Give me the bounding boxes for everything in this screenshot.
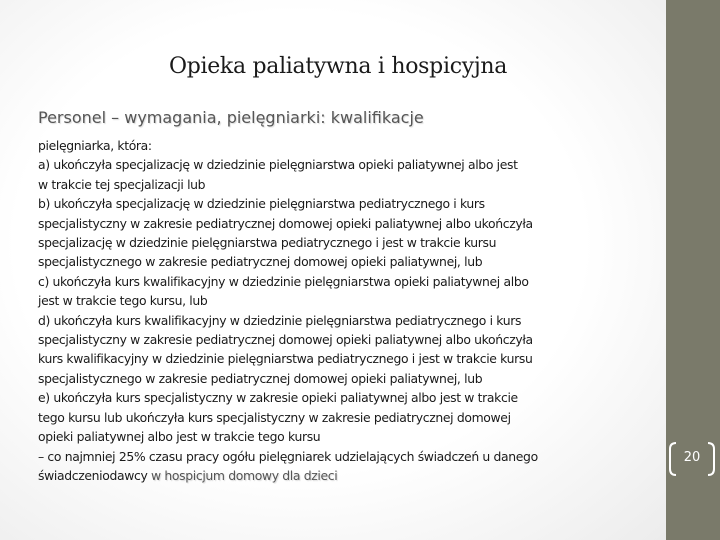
page-number-badge: [664, 441, 720, 477]
body-line: specjalistycznego w zakresie pediatrycznej domowej opieki paliatywnej, lub: [38, 370, 483, 386]
body-line: jest w trakcie tego kursu, lub: [38, 293, 208, 309]
body-line: pielęgniarka, która:: [38, 138, 152, 153]
highlighted-text: w hospicjum domowy dla dzieci: [151, 467, 338, 483]
body-line: kurs kwalifikacyjny w dziedzinie pielęgniarstwa pediatrycznego i jest w trakcie kursu: [38, 351, 533, 367]
body-line: – co najmniej 25% czasu pracy ogółu pielęgniarek udzielających świadczeń u danego: [38, 448, 538, 464]
body-line: a) ukończyła specjalizację w dziedzinie pielęgniarstwa opieki paliatywnej albo jest: [38, 157, 518, 173]
body-line: b) ukończyła specjalizację w dziedzinie pielęgniarstwa pediatrycznego i kurs: [38, 196, 485, 212]
slide-title: Opieka paliatywna i hospicyjna: [168, 54, 508, 79]
body-line: specjalistycznego w zakresie pediatrycznej domowej opieki paliatywnej, lub: [38, 254, 483, 270]
body-line: w trakcie tej specjalizacji lub: [38, 176, 206, 192]
body-line: d) ukończyła kurs kwalifikacyjny w dziedzinie pielęgniarstwa pediatrycznego i kurs: [38, 312, 522, 328]
slide-subtitle: Personel – wymagania, pielęgniarki: kwalifikacje: [38, 108, 424, 127]
body-line: specjalizację w dziedzinie pielęgniarstwa pediatrycznego i jest w trakcie kursu: [38, 235, 497, 251]
body-line-prefix: świadczeniodawcy: [38, 467, 152, 483]
body-line: specjalistyczny w zakresie pediatrycznej domowej opieki paliatywnej albo ukończyła: [38, 332, 533, 348]
body-line: opieki paliatywnej albo jest w trakcie tego kursu: [38, 429, 321, 445]
body-line: c) ukończyła kurs kwalifikacyjny w dziedzinie pielęgniarstwa opieki paliatywnej albo: [38, 273, 529, 289]
slide-body: [38, 136, 638, 485]
page-number: 20: [683, 450, 701, 465]
body-line: tego kursu lub ukończyła kurs specjalistyczny w zakresie pediatrycznej domowej: [38, 409, 511, 425]
body-line: e) ukończyła kurs specjalistyczny w zakresie opieki paliatywnej albo jest w trakcie: [38, 390, 518, 406]
body-line-last: [38, 466, 638, 485]
body-line: specjalistyczny w zakresie pediatrycznej domowej opieki paliatywnej albo ukończyła: [38, 215, 533, 231]
